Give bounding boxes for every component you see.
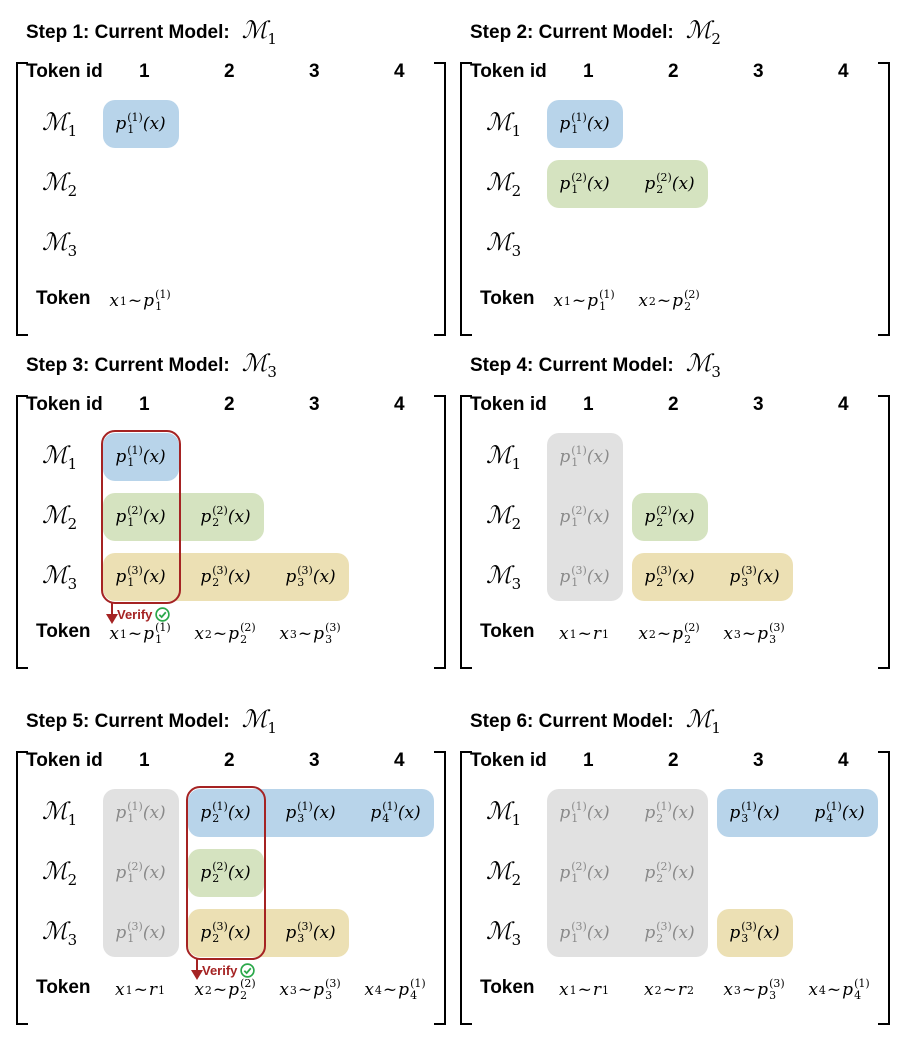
verify-text: Verify [202, 963, 238, 978]
sampled-token: x 4 ~ p (1) 4 [808, 977, 870, 1002]
prob-cell: p (3) 1 (x) [559, 920, 610, 945]
token-id-4: 4 [394, 394, 405, 415]
sampled-token: x 3 ~ p (3) 3 [723, 977, 785, 1002]
prob-cell: p (1) 1 (x) [559, 800, 610, 825]
token-id-1: 1 [139, 394, 150, 415]
prob-cell: p (3) 1 (x) [115, 564, 166, 589]
model-label-2: ℳ$_2$ [486, 857, 522, 889]
sampled-token: x 1 ~ p (1) 1 [553, 288, 615, 313]
sampled-token: x 1 ~ r 1 [559, 624, 609, 644]
step-panel-5 [16, 703, 456, 1033]
prob-cell: p (1) 2 (x) [200, 800, 251, 825]
sampled-token: x 2 ~ r 2 [644, 980, 694, 1000]
step-title-text: Step 5: Current Model: [26, 711, 230, 732]
prob-cell: p (3) 1 (x) [559, 564, 610, 589]
current-model-label: ℳ$_2$ [685, 16, 721, 48]
prob-cell: p (1) 3 (x) [285, 800, 336, 825]
model-label-1: ℳ$_1$ [486, 108, 522, 140]
token-id-2: 2 [668, 394, 679, 415]
sampled-token: x 2 ~ p (2) 2 [194, 621, 256, 646]
right-bracket [878, 62, 890, 336]
prob-cell: p (3) 3 (x) [285, 920, 336, 945]
prob-cell: p (3) 2 (x) [200, 920, 251, 945]
prob-cell: p (2) 2 (x) [644, 171, 695, 196]
model-label-3: ℳ$_3$ [42, 561, 78, 593]
current-model-label: ℳ$_3$ [241, 349, 277, 381]
model-label-1: ℳ$_1$ [486, 797, 522, 829]
step-title-text: Step 1: Current Model: [26, 22, 230, 43]
prob-cell: p (3) 2 (x) [644, 920, 695, 945]
token-id-3: 3 [309, 750, 320, 771]
sampled-token: x 3 ~ p (3) 3 [723, 621, 785, 646]
right-bracket [878, 395, 890, 669]
token-id-1: 1 [583, 394, 594, 415]
prob-cell: p (1) 1 (x) [115, 444, 166, 469]
prob-cell: p (2) 1 (x) [115, 860, 166, 885]
verify-text: Verify [117, 607, 153, 622]
prob-cell: p (1) 4 (x) [370, 800, 421, 825]
token-id-header: Token id [26, 394, 103, 415]
prob-cell: p (1) 2 (x) [644, 800, 695, 825]
step-title-text: Step 3: Current Model: [26, 355, 230, 376]
token-id-header: Token id [470, 394, 547, 415]
model-label-2: ℳ$_2$ [486, 168, 522, 200]
left-bracket [460, 62, 472, 336]
left-bracket [16, 62, 28, 336]
token-id-4: 4 [838, 750, 849, 771]
model-label-3: ℳ$_3$ [486, 917, 522, 949]
prob-cell: p (1) 4 (x) [814, 800, 865, 825]
token-row-label: Token [480, 621, 535, 642]
token-id-2: 2 [224, 394, 235, 415]
left-bracket [16, 395, 28, 669]
token-id-2: 2 [224, 750, 235, 771]
verify-label [202, 963, 255, 978]
token-id-header: Token id [470, 61, 547, 82]
step-panel-6 [460, 703, 900, 1033]
verify-box [186, 786, 266, 960]
model-label-2: ℳ$_2$ [42, 168, 78, 200]
verify-label [117, 607, 170, 622]
prob-cell: p (2) 2 (x) [644, 860, 695, 885]
token-row-label: Token [36, 288, 91, 309]
prob-cell: p (1) 1 (x) [559, 444, 610, 469]
current-model-label: ℳ$_1$ [241, 16, 277, 48]
token-id-1: 1 [583, 750, 594, 771]
step-title [470, 705, 721, 737]
prob-cell: p (3) 2 (x) [200, 564, 251, 589]
token-id-4: 4 [838, 394, 849, 415]
step-panel-4 [460, 347, 900, 677]
model-label-1: ℳ$_1$ [486, 441, 522, 473]
model-label-1: ℳ$_1$ [42, 441, 78, 473]
step-title [470, 16, 721, 48]
token-id-2: 2 [668, 61, 679, 82]
prob-cell: p (3) 3 (x) [729, 564, 780, 589]
prob-cell: p (2) 1 (x) [559, 171, 610, 196]
prob-cell: p (2) 2 (x) [644, 504, 695, 529]
current-model-label: ℳ$_1$ [241, 705, 277, 737]
check-circle-icon [155, 607, 170, 622]
step-title [470, 349, 721, 381]
prob-cell: p (3) 3 (x) [285, 564, 336, 589]
check-circle-icon [240, 963, 255, 978]
token-id-2: 2 [224, 61, 235, 82]
sampled-token: x 1 ~ p (1) 1 [109, 621, 171, 646]
token-id-header: Token id [470, 750, 547, 771]
prob-cell: p (2) 1 (x) [559, 860, 610, 885]
token-row-label: Token [480, 977, 535, 998]
prob-cell: p (1) 1 (x) [559, 111, 610, 136]
token-id-4: 4 [838, 61, 849, 82]
step-title-text: Step 4: Current Model: [470, 355, 674, 376]
current-model-label: ℳ$_3$ [685, 349, 721, 381]
prob-cell: p (1) 3 (x) [729, 800, 780, 825]
step-title [26, 16, 277, 48]
step-panel-2 [460, 14, 900, 344]
model-label-1: ℳ$_1$ [42, 797, 78, 829]
right-bracket [434, 395, 446, 669]
token-id-2: 2 [668, 750, 679, 771]
token-id-4: 4 [394, 750, 405, 771]
left-bracket [460, 395, 472, 669]
token-row-label: Token [36, 977, 91, 998]
model-label-2: ℳ$_2$ [42, 501, 78, 533]
prob-cell: p (1) 1 (x) [115, 111, 166, 136]
prob-cell: p (2) 2 (x) [200, 504, 251, 529]
step-title [26, 705, 277, 737]
token-id-1: 1 [139, 61, 150, 82]
model-label-3: ℳ$_3$ [42, 917, 78, 949]
prob-cell: p (2) 2 (x) [200, 860, 251, 885]
step-title-text: Step 2: Current Model: [470, 22, 674, 43]
token-id-3: 3 [309, 61, 320, 82]
token-id-1: 1 [139, 750, 150, 771]
sampled-token: x 1 ~ p (1) 1 [109, 288, 171, 313]
token-id-3: 3 [309, 394, 320, 415]
model-label-1: ℳ$_1$ [42, 108, 78, 140]
token-row-label: Token [480, 288, 535, 309]
left-bracket [16, 751, 28, 1025]
prob-cell: p (1) 1 (x) [115, 800, 166, 825]
token-id-header: Token id [26, 61, 103, 82]
left-bracket [460, 751, 472, 1025]
prob-cell: p (2) 1 (x) [559, 504, 610, 529]
sampled-token: x 3 ~ p (3) 3 [279, 621, 341, 646]
token-id-3: 3 [753, 750, 764, 771]
prob-cell: p (3) 1 (x) [115, 920, 166, 945]
current-model-label: ℳ$_1$ [685, 705, 721, 737]
step-title [26, 349, 277, 381]
sampled-token: x 2 ~ p (2) 2 [638, 621, 700, 646]
prob-cell: p (3) 2 (x) [644, 564, 695, 589]
model-label-3: ℳ$_3$ [486, 228, 522, 260]
model-label-2: ℳ$_2$ [42, 857, 78, 889]
sampled-token: x 1 ~ r 1 [115, 980, 165, 1000]
prob-cell: p (3) 3 (x) [729, 920, 780, 945]
step-panel-3 [16, 347, 456, 677]
sampled-token: x 2 ~ p (2) 2 [194, 977, 256, 1002]
step-title-text: Step 6: Current Model: [470, 711, 674, 732]
sampled-token: x 3 ~ p (3) 3 [279, 977, 341, 1002]
sampled-token: x 1 ~ r 1 [559, 980, 609, 1000]
token-id-1: 1 [583, 61, 594, 82]
step-panel-1 [16, 14, 456, 344]
token-row-label: Token [36, 621, 91, 642]
prob-cell: p (2) 1 (x) [115, 504, 166, 529]
sampled-token: x 4 ~ p (1) 4 [364, 977, 426, 1002]
model-label-3: ℳ$_3$ [486, 561, 522, 593]
sampled-token: x 2 ~ p (2) 2 [638, 288, 700, 313]
verify-box [101, 430, 181, 604]
model-label-2: ℳ$_2$ [486, 501, 522, 533]
token-id-4: 4 [394, 61, 405, 82]
token-id-3: 3 [753, 394, 764, 415]
token-id-header: Token id [26, 750, 103, 771]
right-bracket [434, 62, 446, 336]
token-id-3: 3 [753, 61, 764, 82]
model-label-3: ℳ$_3$ [42, 228, 78, 260]
